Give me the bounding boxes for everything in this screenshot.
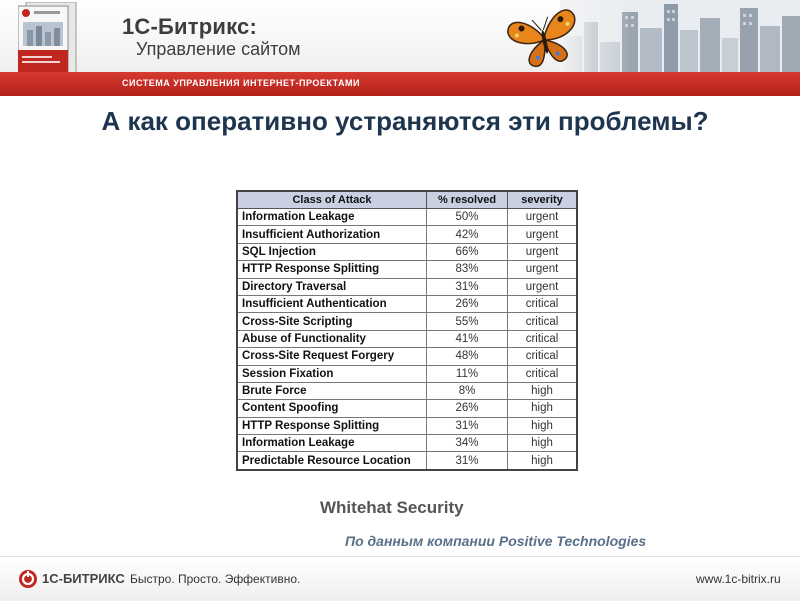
butterfly-icon [506, 4, 582, 68]
table-row [237, 209, 577, 226]
severity-cell: critical [508, 330, 578, 347]
severity-cell: critical [508, 365, 578, 382]
severity-cell: high [508, 452, 578, 470]
severity-cell: critical [508, 348, 578, 365]
table-row [237, 313, 577, 330]
footer-brand: 1С-БИТРИКС [42, 571, 125, 586]
table-row [237, 278, 577, 295]
table-row [237, 295, 577, 312]
attack-cell: Session Fixation [237, 365, 427, 382]
city-skyline-icon [560, 0, 800, 72]
slide-header [0, 0, 800, 96]
source-primary: Whitehat Security [320, 498, 464, 517]
bitrix-logo-icon [18, 569, 38, 589]
severity-cell: high [508, 417, 578, 434]
resolved-cell: 31% [427, 417, 508, 434]
attack-cell: Directory Traversal [237, 278, 427, 295]
resolved-cell: 50% [427, 209, 508, 226]
table-row [237, 348, 577, 365]
column-header-class-of-attack: Class of Attack [237, 191, 427, 209]
attack-cell: Cross-Site Request Forgery [237, 348, 427, 365]
resolved-cell: 31% [427, 452, 508, 470]
resolved-cell: 34% [427, 435, 508, 452]
table-row [237, 435, 577, 452]
attack-cell: Predictable Resource Location [237, 452, 427, 470]
table-row [237, 417, 577, 434]
slide-title: А как оперативно устраняются эти проблемы? [101, 106, 709, 136]
column-header-resolved: % resolved [427, 191, 508, 209]
table-row [237, 226, 577, 243]
resolved-cell: 48% [427, 348, 508, 365]
table-row [237, 365, 577, 382]
attack-cell: Information Leakage [237, 209, 427, 226]
resolved-cell: 11% [427, 365, 508, 382]
brand-name: 1С-Битрикс: [122, 14, 258, 39]
attack-cell: HTTP Response Splitting [237, 417, 427, 434]
resolved-cell: 26% [427, 295, 508, 312]
attack-cell: Insufficient Authentication [237, 295, 427, 312]
attack-table [236, 190, 578, 471]
table-header-row [237, 191, 577, 209]
severity-cell: high [508, 435, 578, 452]
severity-cell: critical [508, 295, 578, 312]
severity-cell: urgent [508, 278, 578, 295]
severity-cell: urgent [508, 209, 578, 226]
footer-slogan: Быстро. Просто. Эффективно. [130, 572, 301, 586]
resolved-cell: 66% [427, 243, 508, 260]
header-red-bar [0, 72, 800, 96]
table-row [237, 400, 577, 417]
table-row [237, 330, 577, 347]
header-tagline: СИСТЕМА УПРАВЛЕНИЯ ИНТЕРНЕТ-ПРОЕКТАМИ [122, 78, 360, 88]
resolved-cell: 26% [427, 400, 508, 417]
source-secondary: По данным компании Positive Technologies [345, 533, 647, 549]
resolved-cell: 41% [427, 330, 508, 347]
footer-url[interactable]: www.1c-bitrix.ru [696, 572, 781, 586]
attack-cell: Brute Force [237, 382, 427, 399]
severity-cell: urgent [508, 261, 578, 278]
attack-cell: HTTP Response Splitting [237, 261, 427, 278]
table-row [237, 452, 577, 470]
table-row [237, 261, 577, 278]
attack-cell: Content Spoofing [237, 400, 427, 417]
table-row [237, 382, 577, 399]
table-body [237, 209, 577, 470]
column-header-severity: severity [508, 191, 578, 209]
attack-cell: Information Leakage [237, 435, 427, 452]
attack-cell: Abuse of Functionality [237, 330, 427, 347]
severity-cell: critical [508, 313, 578, 330]
table-row [237, 243, 577, 260]
severity-cell: high [508, 382, 578, 399]
resolved-cell: 8% [427, 382, 508, 399]
severity-cell: urgent [508, 226, 578, 243]
brand-subtitle: Управление сайтом [136, 39, 301, 59]
slide-footer [0, 556, 800, 601]
resolved-cell: 55% [427, 313, 508, 330]
attack-cell: SQL Injection [237, 243, 427, 260]
resolved-cell: 31% [427, 278, 508, 295]
severity-cell: high [508, 400, 578, 417]
resolved-cell: 42% [427, 226, 508, 243]
attack-cell: Cross-Site Scripting [237, 313, 427, 330]
resolved-cell: 83% [427, 261, 508, 278]
severity-cell: urgent [508, 243, 578, 260]
attack-cell: Insufficient Authorization [237, 226, 427, 243]
